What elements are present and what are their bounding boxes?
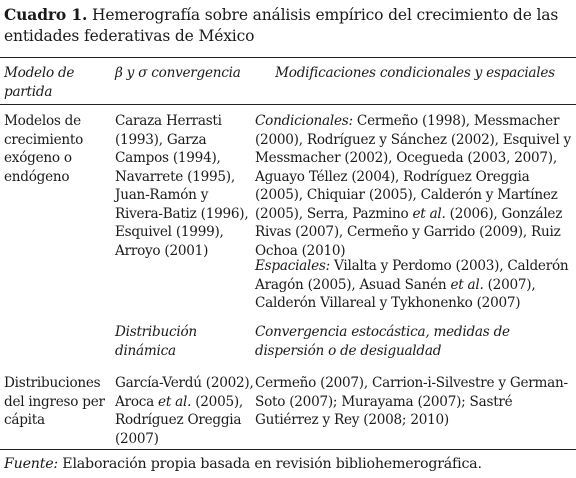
row2-modifications: Convergencia estocástica, medidas de dispersión o de desigualdad xyxy=(255,324,510,359)
row1-convergence: Caraza Herrasti (1993), Garza Campos (1994), Navarrete (1995), Juan-Ramón y Rivera-Batiz (1996), Esquivel (1999), Arroyo (2001) xyxy=(115,113,249,259)
header-convergence: β y σ convergencia xyxy=(115,65,241,81)
header-modifications: Modificaciones condicionales y espaciales xyxy=(275,65,555,81)
caption-label: Cuadro 1. xyxy=(4,5,88,24)
row3-model: Distribuciones del ingreso per cápita xyxy=(4,375,105,428)
row3-modifications: Cermeño (2007), Carrion-i-Silvestre y German-Soto (2007); Murayama (2007); Sastré Gutiérrez y Rey (2008; 2010) xyxy=(255,375,568,428)
conditional-refs-a: Cermeño (1998), Messmacher (2000), Rodríguez y Sánchez (2002), Esquivel y Messmacher (2002), Ocegueda (2003, 2007), Aguayo Téllez (2004), Rodríguez Oreggia (2005), Chiquiar (2005), Calderón y Martínez (2005), Serra, Pazmino xyxy=(255,113,571,222)
table-caption xyxy=(4,4,570,47)
spatial-label: Espaciales: xyxy=(255,258,330,274)
row1-conditional xyxy=(255,112,575,260)
conditional-label: Condicionales: xyxy=(255,113,353,129)
row1-spatial xyxy=(255,257,575,313)
spatial-etal: et al. xyxy=(450,276,484,293)
spatial-refs-b: (2007), Calderón Villareal y Tykhonenko (2007) xyxy=(255,276,536,311)
row3-refs-b: (2005), Rodríguez Oreggia (2007) xyxy=(115,393,244,447)
row3-refs-a: García-Verdú (2002), Aroca xyxy=(115,375,254,410)
header-rule xyxy=(0,104,576,105)
spatial-refs-a: Vilalta y Perdomo (2003), Calderón Aragón (2005), Asuad Sanén xyxy=(255,258,569,293)
footnote-text: Elaboración propia basada en revisión bibliohemerográfica. xyxy=(58,456,482,472)
caption-text: Hemerografía sobre análisis empírico del crecimiento de las entidades federativas de México xyxy=(4,6,559,45)
footnote-label: Fuente: xyxy=(4,456,58,472)
bottom-rule xyxy=(0,449,576,450)
source-footnote xyxy=(4,455,570,474)
header-model: Modelo de partida xyxy=(4,65,75,100)
conditional-etal: et al. xyxy=(412,205,446,222)
row3-convergence xyxy=(115,374,255,448)
conditional-refs-b: (2006), González Rivas (2007), Cermeño y Garrido (2009), Ruiz Ochoa (2010) xyxy=(255,205,563,259)
top-rule xyxy=(0,57,576,58)
row2-convergence: Distribución dinámica xyxy=(115,324,197,359)
row1-model: Modelos de crecimiento exógeno o endógeno xyxy=(4,113,84,185)
row3-etal: et al. xyxy=(158,393,192,410)
